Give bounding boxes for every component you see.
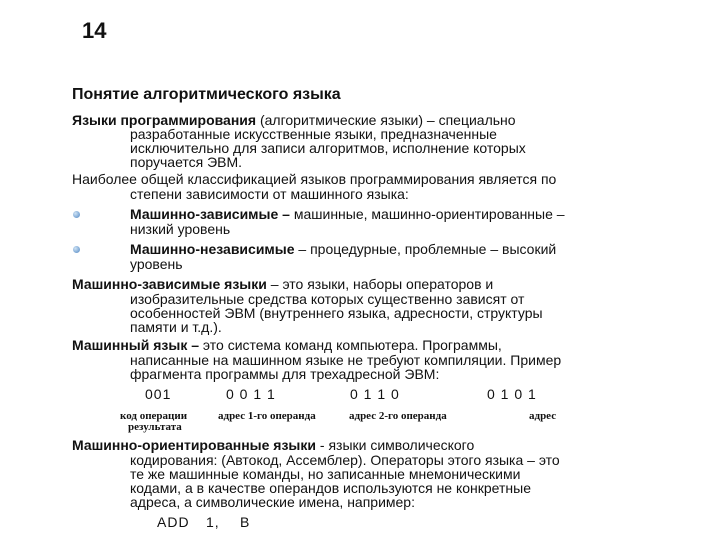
result-value: 0 1 0 1 xyxy=(487,386,537,402)
text-line: – это языки, наборы операторов и xyxy=(266,276,494,292)
label-result-top: адрес xyxy=(529,410,557,422)
term-machine-independent: Машинно-независимые xyxy=(130,241,295,257)
text-line: исключительно для записи алгоритмов, исполнение которых xyxy=(130,140,526,156)
label-opcode: код операции xyxy=(120,410,188,422)
bullet-item xyxy=(130,242,556,257)
address1-value: 0 0 1 1 xyxy=(226,386,276,402)
label-address2: адрес 2-го операнда xyxy=(349,410,447,422)
address2-value: 0 1 1 0 xyxy=(350,386,400,402)
text-line: Наиболее общей классификацией языков программирования является по xyxy=(72,171,557,187)
text-line: это система команд компьютера. Программы, xyxy=(199,337,502,353)
bullet-item xyxy=(130,207,565,222)
text-line: - языки символического xyxy=(316,437,475,453)
text-line: памяти и т.д.). xyxy=(130,319,222,335)
term-machine-dependent-languages: Машинно-зависимые языки xyxy=(72,276,267,292)
opcode-value: 001 xyxy=(145,386,172,402)
paragraph-machine-dependent xyxy=(72,277,493,292)
paragraph-machine-language xyxy=(72,338,502,353)
term-machine-dependent: Машинно-зависимые – xyxy=(130,206,290,222)
text-line: особенностей ЭВМ (внутреннего языка, адресности, структуры xyxy=(130,305,543,321)
term-machine-oriented-languages: Машинно-ориентированные языки xyxy=(72,437,316,453)
text-line: разработанные искусственные языки, предназначенные xyxy=(130,126,497,142)
label-result-bottom: результата xyxy=(128,421,182,433)
example-command: ADD xyxy=(157,514,190,530)
text-line: кодирования: (Автокод, Ассемблер). Операторы этого языка – это xyxy=(130,452,560,468)
text-line: изобразительные средства которых существенно зависят от xyxy=(130,291,525,307)
text-line: – процедурные, проблемные – высокий xyxy=(294,241,557,257)
text-line: низкий уровень xyxy=(130,221,231,237)
example-operand1: 1, xyxy=(206,514,220,530)
example-operand2: B xyxy=(240,514,251,530)
bullet-icon xyxy=(73,211,80,218)
text-line: кодами, а в качестве операндов используются не конкретные xyxy=(130,480,531,496)
text-line: машинные, машинно-ориентированные – xyxy=(289,206,565,222)
bullet-icon xyxy=(73,246,80,253)
text-line: уровень xyxy=(130,256,183,272)
text-line: фрагмента программы для трехадресной ЭВМ: xyxy=(130,366,440,382)
text-line: написанные на машинном языке не требуют компиляции. Пример xyxy=(130,352,562,368)
slide-number: 14 xyxy=(82,18,107,43)
paragraph-machine-oriented xyxy=(72,438,474,453)
text-line: поручается ЭВМ. xyxy=(130,154,243,170)
slide-title: Понятие алгоритмического языка xyxy=(72,86,341,103)
text-line: те же машинные команды, но записанные мнемоническими xyxy=(130,466,521,482)
label-address1: адрес 1-го операнда xyxy=(218,410,316,422)
text-line: адреса, а символические имена, например: xyxy=(130,494,415,510)
term-machine-language: Машинный язык – xyxy=(72,337,200,353)
term-programming-languages: Языки программирования xyxy=(72,112,257,128)
text-line: (алгоритмические языки) – специально xyxy=(256,112,516,128)
text-line: степени зависимости от машинного языка: xyxy=(130,186,409,202)
